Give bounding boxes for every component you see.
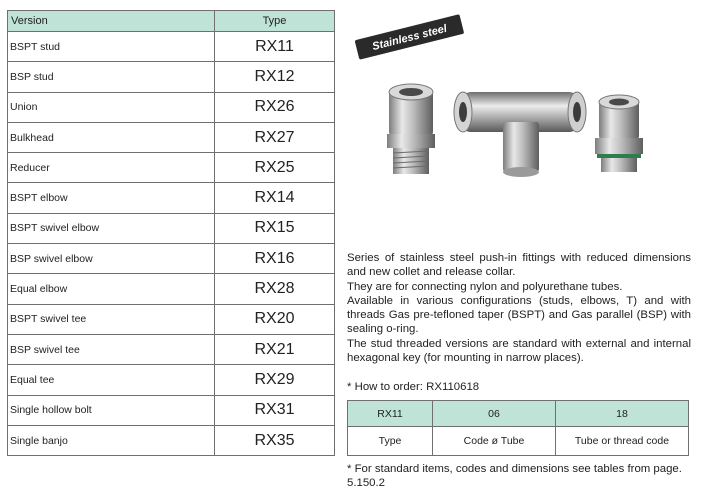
order-code-thread: 18 <box>556 401 689 427</box>
type-cell: RX20 <box>215 304 335 334</box>
table-row <box>8 334 335 364</box>
bsp-stud-fitting-image <box>595 95 643 172</box>
table-row <box>8 62 335 92</box>
tee-fitting-image <box>454 92 586 177</box>
version-cell: Reducer <box>8 153 215 183</box>
svg-text:Stainless steel: Stainless steel <box>371 22 449 53</box>
version-cell: BSP swivel elbow <box>8 244 215 274</box>
type-cell: RX29 <box>215 365 335 395</box>
stud-fitting-image <box>387 84 435 174</box>
version-cell: Single hollow bolt <box>8 395 215 425</box>
footnote: * For standard items, codes and dimensions see tables from page. 5.150.2 <box>347 463 682 489</box>
stainless-steel-logo <box>355 14 465 60</box>
fittings-photo <box>345 14 693 186</box>
type-cell: RX27 <box>215 122 335 152</box>
version-cell: BSP swivel tee <box>8 334 215 364</box>
version-cell: BSPT swivel elbow <box>8 213 215 243</box>
versions-table-header <box>8 11 335 32</box>
type-cell: RX11 <box>215 32 335 62</box>
type-cell: RX21 <box>215 334 335 364</box>
table-row <box>8 304 335 334</box>
order-label-type: Type <box>348 427 433 456</box>
type-cell: RX35 <box>215 425 335 455</box>
version-cell: BSP stud <box>8 62 215 92</box>
table-row <box>8 92 335 122</box>
table-row <box>8 122 335 152</box>
version-cell: BSPT elbow <box>8 183 215 213</box>
version-cell: Equal elbow <box>8 274 215 304</box>
order-label-tube: Code ø Tube <box>433 427 556 456</box>
type-column-header: Type <box>215 11 335 32</box>
description-line: Series of stainless steel push-in fittings with reduced dimensions and new collet and release collar. <box>347 252 691 279</box>
version-cell: Single banjo <box>8 425 215 455</box>
table-row <box>8 274 335 304</box>
version-cell: BSPT swivel tee <box>8 304 215 334</box>
type-cell: RX28 <box>215 274 335 304</box>
order-code-table <box>347 400 689 456</box>
version-cell: Bulkhead <box>8 122 215 152</box>
table-row <box>8 183 335 213</box>
versions-table-body <box>8 32 335 456</box>
version-cell: BSPT stud <box>8 32 215 62</box>
table-row <box>8 32 335 62</box>
order-code-type: RX11 <box>348 401 433 427</box>
type-cell: RX16 <box>215 244 335 274</box>
table-row <box>8 425 335 455</box>
type-cell: RX12 <box>215 62 335 92</box>
table-row <box>8 153 335 183</box>
type-cell: RX14 <box>215 183 335 213</box>
description-line: Available in various configurations (studs, elbows, T) and with threads Gas pre-tefloned taper (BSPT) and Gas parallel (BSP) with sealing o-ring. <box>347 294 691 336</box>
table-row <box>8 244 335 274</box>
type-cell: RX25 <box>215 153 335 183</box>
version-cell: Union <box>8 92 215 122</box>
table-row <box>8 365 335 395</box>
product-description <box>347 251 691 365</box>
order-label-thread: Tube or thread code <box>556 427 689 456</box>
type-cell: RX26 <box>215 92 335 122</box>
type-cell: RX31 <box>215 395 335 425</box>
table-row <box>8 395 335 425</box>
order-code-row <box>348 401 689 427</box>
table-row <box>8 213 335 243</box>
order-label-row <box>348 427 689 456</box>
versions-table <box>7 10 335 456</box>
type-cell: RX15 <box>215 213 335 243</box>
how-to-order: * How to order: RX110618 <box>347 381 480 393</box>
description-line: They are for connecting nylon and polyurethane tubes. <box>347 280 623 293</box>
version-cell: Equal tee <box>8 365 215 395</box>
order-code-tube: 06 <box>433 401 556 427</box>
description-line: The stud threaded versions are standard with external and internal hexagonal key (for mounting in narrow places). <box>347 337 691 365</box>
version-column-header: Version <box>8 11 215 32</box>
